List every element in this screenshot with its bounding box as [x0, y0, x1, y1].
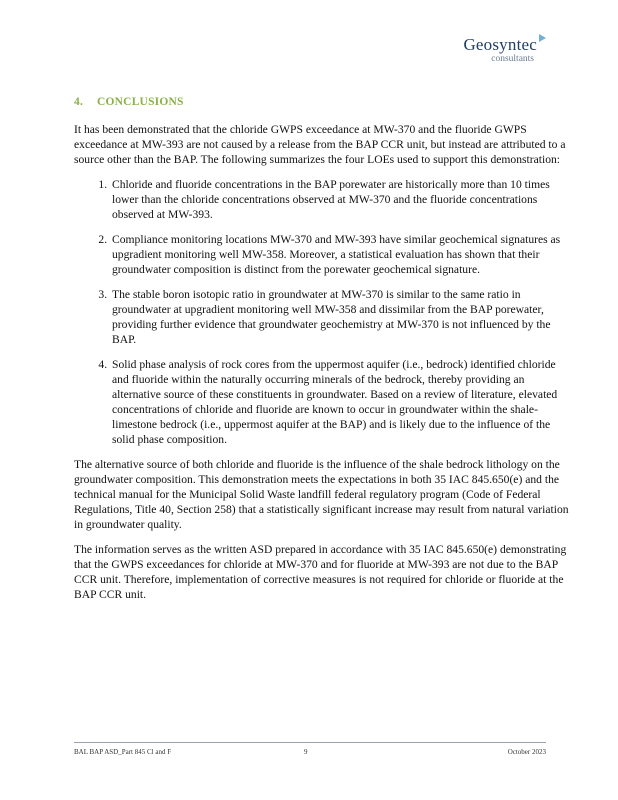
company-logo — [463, 34, 546, 64]
logo-subtitle: consultants — [491, 54, 534, 64]
page-footer — [74, 742, 546, 756]
logo-triangle-icon — [539, 34, 546, 42]
section-heading — [74, 96, 184, 108]
footer-date: October 2023 — [507, 748, 546, 756]
footer-page-number: 9 — [304, 748, 308, 756]
loe-item-2: 2. Compliance monitoring locations MW-370 and MW-393 have similar geochemical signatures as upgradient monitoring well MW-358. Moreover, a statistical evaluation has shown that their groundwater composition is distinct from the porewater geochemical signature. — [110, 232, 574, 277]
loe-item-1: 1. Chloride and fluoride concentrations in the BAP porewater are historically more than 10 times lower than the chloride concentrations observed at MW-370 and the fluoride concentrations observed at MW-393. — [110, 177, 574, 222]
logo-name: Geosyntec — [463, 35, 537, 54]
conclusion-paragraph: The information serves as the written ASD prepared in accordance with 35 IAC 845.650(e) demonstrating that the GWPS exceedances for chloride at MW-370 and for fluoride at MW-393 are not due to the BAP CCR unit. Therefore, implementation of corrective measures is not required for chloride or fluoride at the BAP CCR unit. — [74, 543, 567, 601]
intro-paragraph: It has been demonstrated that the chloride GWPS exceedance at MW-370 and the fluoride GWPS exceedance at MW-393 are not caused by a release from the BAP CCR unit, but instead are attributed to a source other than the BAP. The following summarizes the four LOEs used to support this demonstration: — [74, 123, 566, 166]
loe-item-3: 3. The stable boron isotopic ratio in groundwater at MW-370 is similar to the same ratio in groundwater at upgradient monitoring well MW-358 and dissimilar from the BAP porewater, providing further evidence that groundwater geochemistry at MW-370 is not influenced by the BAP. — [110, 287, 574, 347]
loe-list — [74, 177, 574, 447]
section-number: 4. — [74, 96, 84, 108]
section-title: CONCLUSIONS — [97, 96, 184, 108]
logo-wordmark — [463, 34, 546, 55]
document-body — [74, 122, 574, 612]
alternative-source-paragraph: The alternative source of both chloride and fluoride is the influence of the shale bedrock lithology on the groundwater composition. This demonstration meets the expectations in both 35 IAC 845.650(e) and the technical manual for the Municipal Solid Waste landfill federal regulatory program (Code of Federal Regulations, Title 40, Section 258) that a statistically significant increase may result from natural variation in groundwater quality. — [74, 458, 569, 531]
footer-document-id: BAL BAP ASD_Part 845 Cl and F — [74, 748, 172, 756]
loe-item-4: 4. Solid phase analysis of rock cores from the uppermost aquifer (i.e., bedrock) identified chloride and fluoride within the naturally occurring minerals of the bedrock, thereby providing an alternative source of these constituents in groundwater. Based on a review of literature, elevated concentrations of chloride and fluoride are known to occur in groundwater within the shale-limestone bedrock (i.e., uppermost aquifer at the BAP) and is likely due to the influence of the solid phase composition. — [110, 357, 574, 447]
